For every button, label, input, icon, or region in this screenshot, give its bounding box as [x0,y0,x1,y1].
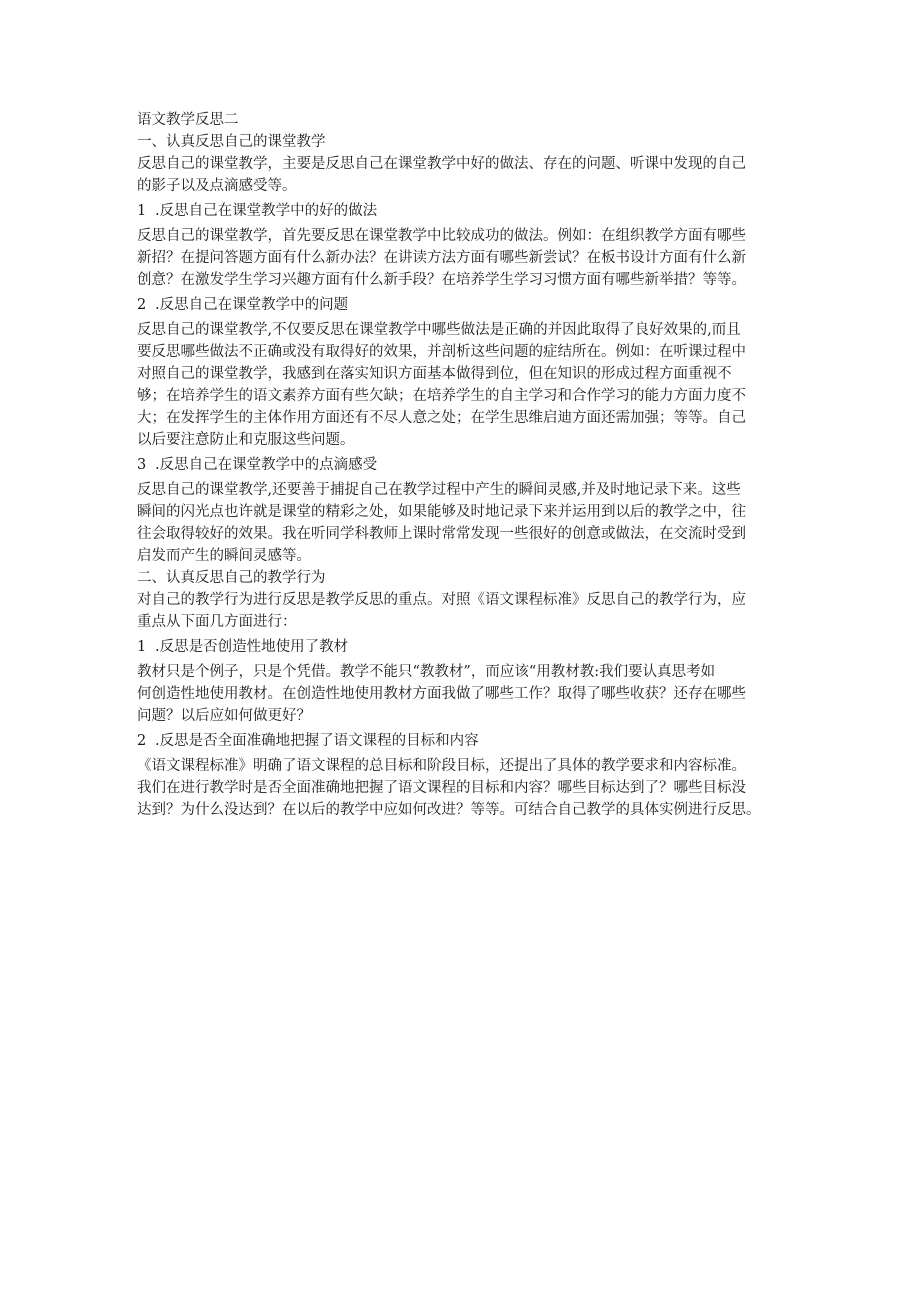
paragraph-line: 《语文课程标准》明确了语文课程的总目标和阶段目标，还提出了具体的教学要求和内容标准。 [137,758,746,774]
item-heading-text: .反思自己在课堂教学中的好的做法 [155,203,378,219]
item-number: 1 [137,203,147,219]
paragraph-line: 反思自己的课堂教学，首先要反思在课堂教学中比较成功的做法。例如：在组织教学方面有哪些 [137,228,746,244]
item-heading-text: .反思是否全面准确地把握了语文课程的目标和内容 [155,733,479,749]
item-number: 2 [137,733,147,749]
paragraph-line: 何创造性地使用教材。在创造性地使用教材方面我做了哪些工作？取得了哪些收获？还存在哪些 [137,686,746,702]
section-2-intro-line: 重点从下面几方面进行： [137,614,297,630]
section-1-item-3-heading [137,454,799,476]
item-heading-text: .反思自己在课堂教学中的问题 [155,297,349,313]
paragraph-line: 达到？为什么没达到？在以后的教学中应如何改进？等等。可结合自己教学的具体实例进行反思。 [137,802,761,818]
item-number: 2 [137,297,147,313]
document-title: 语文教学反思二 [137,112,239,128]
paragraph-line: 对照自己的课堂教学，我感到在落实知识方面基本做得到位，但在知识的形成过程方面重视不 [137,366,732,382]
paragraph-line: 要反思哪些做法不正确或没有取得好的效果，并剖析这些问题的症结所在。例如：在听课过程中 [137,344,746,360]
paragraph-line: 新招？在提问答题方面有什么新办法？在讲读方法方面有哪些新尝试？在板书设计方面有什么新 [137,250,746,266]
paragraph-line: 启发而产生的瞬间灵感等。 [137,548,311,564]
section-2-intro-line: 对自己的教学行为进行反思是教学反思的重点。对照《语文课程标准》反思自己的教学行为，应 [137,592,746,608]
paragraph-line: 反思自己的课堂教学,不仅要反思在课堂教学中哪些做法是正确的并因此取得了良好效果的,而且 [137,322,741,338]
paragraph-line: 我们在进行教学时是否全面准确地把握了语文课程的目标和内容？哪些目标达到了？哪些目标没 [137,780,746,796]
section-1-item-1-heading [137,200,799,222]
item-heading-text: .反思是否创造性地使用了教材 [155,639,349,655]
paragraph-line: 教材只是个例子，只是个凭借。教学不能只“教教材”，而应该“用教材教:我们要认真思考如 [137,664,716,680]
item-number: 1 [137,639,147,655]
section-2-heading: 二、认真反思自己的教学行为 [137,570,326,586]
section-1-item-2-heading [137,294,799,316]
paragraph-line: 反思自己的课堂教学,还要善于捕捉自己在教学过程中产生的瞬间灵感,并及时地记录下来。这些 [137,482,741,498]
section-2-item-2-heading [137,730,799,752]
section-1-heading: 一、认真反思自己的课堂教学 [137,134,326,150]
item-heading-text: .反思自己在课堂教学中的点滴感受 [155,457,378,473]
paragraph-line: 问题？以后应如何做更好？ [137,708,311,724]
section-2-item-1-heading [137,636,799,658]
paragraph-line: 够；在培养学生的语文素养方面有些欠缺；在培养学生的自主学习和合作学习的能力方面力度不 [137,388,746,404]
paragraph-line: 以后要注意防止和克服这些问题。 [137,432,355,448]
paragraph-line: 往会取得较好的效果。我在听同学科教师上课时常常发现一些很好的创意或做法，在交流时受到 [137,526,746,542]
paragraph-line: 大；在发挥学生的主体作用方面还有不尽人意之处；在学生思维启迪方面还需加强；等等。自己 [137,410,746,426]
item-number: 3 [137,457,147,473]
section-1-intro-line: 的影子以及点滴感受等。 [137,178,297,194]
document-page [137,109,799,821]
paragraph-line: 创意？在激发学生学习兴趣方面有什么新手段？在培养学生学习习惯方面有哪些新举措？等等。 [137,272,746,288]
section-1-intro-line: 反思自己的课堂教学，主要是反思自己在课堂教学中好的做法、存在的问题、听课中发现的自己 [137,156,746,172]
paragraph-line: 瞬间的闪光点也许就是课堂的精彩之处，如果能够及时地记录下来并运用到以后的教学之中，往 [137,504,746,520]
